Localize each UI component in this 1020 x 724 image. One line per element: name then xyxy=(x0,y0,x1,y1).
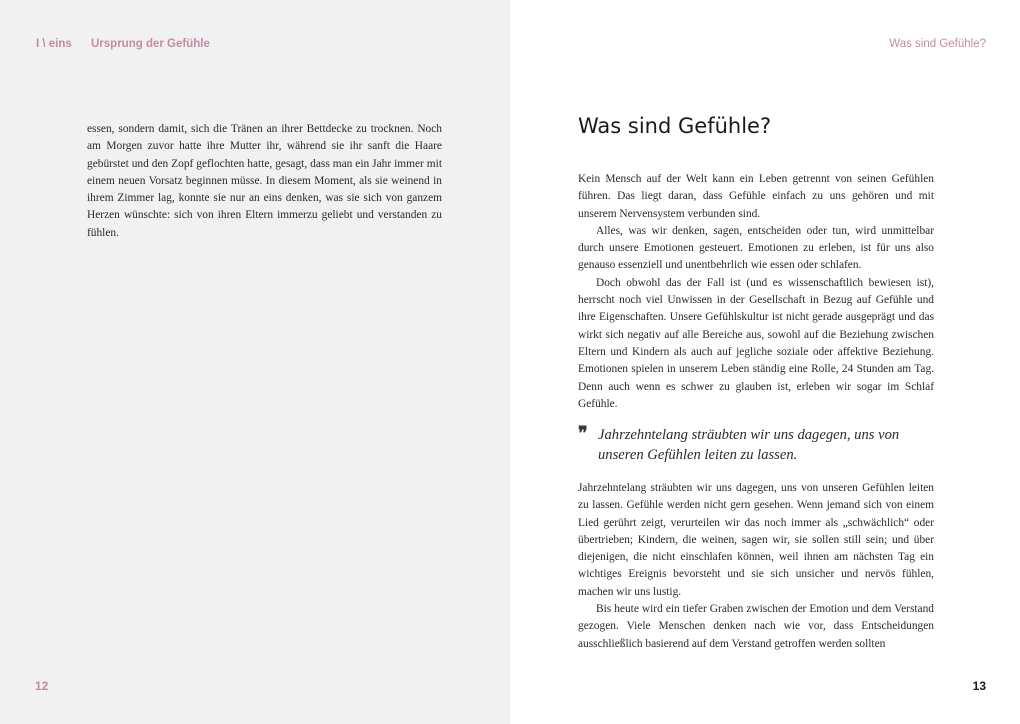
chapter-title: Ursprung der Gefühle xyxy=(91,38,210,50)
left-running-head xyxy=(36,38,210,50)
right-page xyxy=(510,0,1020,724)
pull-quote xyxy=(578,425,938,465)
paragraph: Doch obwohl das der Fall ist (und es wissenschaftlich bewiesen ist), herrscht noch viel Unwissen in der Gesellschaft in Bezug auf Gefühle und ihre Eigenschaften. Unsere Gefühlskultur ist nicht gerade ausgeprägt und das wirkt sich negativ auf alle Bereiche aus, sowohl auf die Beziehung zwischen Eltern und Kindern als auch auf jegliche soziale oder affektive Beziehung. Emotionen spielen in unserem Leben ständig eine Rolle, 24 Stunden am Tag. Denn auch wenn es schwer zu glauben ist, erleben wir sogar im Schlaf Gefühle. xyxy=(578,276,934,410)
paragraph: Kein Mensch auf der Welt kann ein Leben getrennt von seinen Gefühlen führen. Das liegt daran, dass Gefühle einfach zu uns gehören und mit unserem Nervensystem verbunden sind. xyxy=(578,173,934,220)
section-heading: Was sind Gefühle? xyxy=(578,114,772,138)
pull-quote-text xyxy=(578,425,938,465)
paragraph: essen, sondern damit, sich die Tränen an ihrer Bettdecke zu trocknen. Noch am Morgen zuvor hatte ihre Mutter ihr, während sie ihr sanft die Haare gebürstet und den Zopf geflochten hatte, gesagt, dass man ein Jahr immer mit einem neuen Vorsatz beginnen müsse. In diesem Moment, als sie weinend in ihrem Zimmer lag, konnte sie nur an eins denken, was sie sich von ganzem Herzen wünschte: sich von ihren Eltern immerzu geliebt und verstanden zu fühlen. xyxy=(87,123,442,239)
body-text-after-quote xyxy=(578,480,934,653)
pull-quote-line: unseren Gefühlen leiten zu lassen. xyxy=(598,447,798,463)
body-text-before-quote xyxy=(578,171,934,413)
left-body-text xyxy=(87,121,442,242)
paragraph: Alles, was wir denken, sagen, entscheiden oder tun, wird unmittelbar durch unsere Emotionen gesteuert. Emotionen zu erleben, ist für uns also genauso essenziell und unentbehrlich wie essen oder schlafen. xyxy=(578,224,934,272)
section-label: I \ eins xyxy=(36,38,72,50)
paragraph: Jahrzehntelang sträubten wir uns dagegen, uns von unseren Gefühlen leiten zu lassen. Gefühle werden nicht gern gesehen. Wenn jemand sich von einem Lied gerührt zeigt, verurteilen wir das noch immer als „schwächlich“ oder übertrieben; Kindern, die weinen, sagen wir, sie sollen still sein; und über diejenigen, die nicht einschlafen können, weil ihnen am nächsten Tag ein wichtiges Ereignis bevorsteht und sie sich unsicher und nervös fühlen, machen wir uns lustig. xyxy=(578,482,934,598)
quote-mark-icon: ❞ xyxy=(578,423,588,443)
right-running-head: Was sind Gefühle? xyxy=(889,38,986,50)
pull-quote-line: Jahrzehntelang sträubten wir uns dagegen, uns von xyxy=(598,427,900,443)
left-page-number: 12 xyxy=(35,679,49,693)
paragraph: Bis heute wird ein tiefer Graben zwischen der Emotion und dem Verstand gezogen. Viele Menschen denken nach wie vor, dass Entscheidungen ausschließlich basierend auf dem Verstand getroffen werden sollten xyxy=(578,603,934,650)
right-page-number: 13 xyxy=(972,679,986,693)
